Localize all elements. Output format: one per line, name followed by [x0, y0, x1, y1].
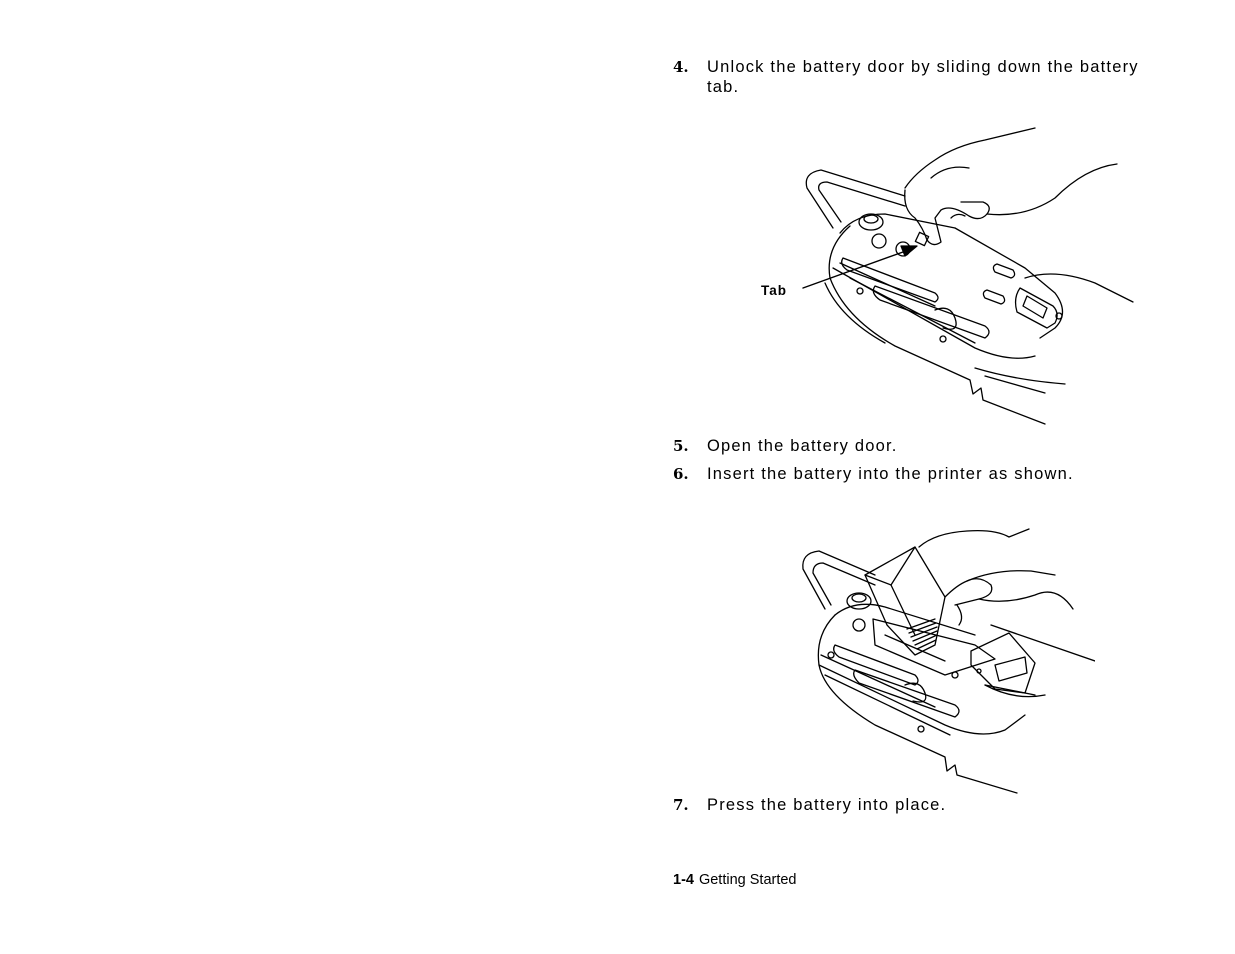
step-number: 6.: [673, 465, 689, 483]
battery-tab-illustration: [755, 118, 1145, 430]
tab-label: Tab: [761, 283, 787, 298]
battery-insert-illustration: [795, 525, 1095, 797]
tab-pointer-arrowhead: [901, 246, 917, 256]
step-text: Unlock the battery door by sliding down the battery tab.: [707, 58, 1139, 96]
step-text: Open the battery door.: [707, 437, 898, 455]
section-title: Getting Started: [698, 872, 797, 888]
step-number: 7.: [673, 796, 689, 814]
strap: [806, 170, 905, 228]
tab-pointer-line: [803, 252, 903, 288]
hand: [905, 128, 1035, 188]
page-footer: [673, 872, 797, 888]
step-text: Insert the battery into the printer as shown.: [707, 465, 1074, 483]
step-number: 4.: [673, 58, 689, 76]
step-number: 5.: [673, 437, 689, 455]
page-number: 1-4: [673, 872, 694, 888]
step-text: Press the battery into place.: [707, 796, 947, 814]
hand: [919, 529, 1029, 547]
printer-body: [829, 226, 1045, 424]
